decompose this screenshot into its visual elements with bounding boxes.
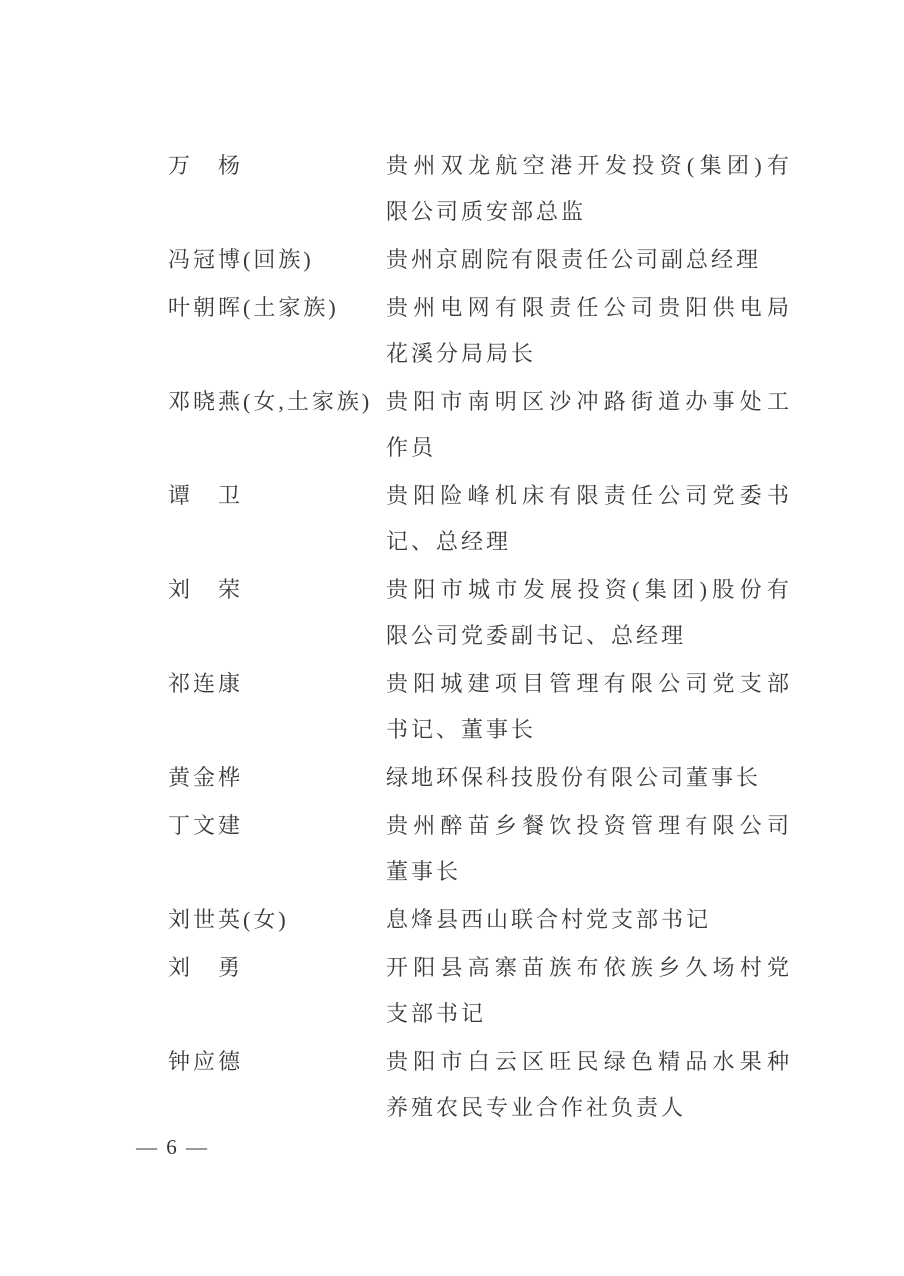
- roster-entry: [168, 755, 792, 801]
- roster-entry: [168, 567, 792, 659]
- entry-title: [386, 1039, 792, 1131]
- entry-name: 丁文建: [168, 813, 244, 838]
- title-line: 贵阳市白云区旺民绿色精品水果种: [386, 1049, 792, 1074]
- entry-name: 谭 卫: [168, 483, 244, 508]
- roster-entry: [168, 803, 792, 895]
- roster-entry: [168, 237, 792, 283]
- entry-name: 刘世英(女): [168, 907, 289, 932]
- roster-entry: [168, 897, 792, 943]
- entry-name: 刘 勇: [168, 955, 244, 980]
- roster: [168, 143, 792, 1133]
- entry-title: [386, 897, 792, 943]
- title-line: 养殖农民专业合作社负责人: [386, 1095, 687, 1120]
- entry-name: 万 杨: [168, 153, 244, 178]
- roster-entry: [168, 1039, 792, 1131]
- roster-entry: [168, 143, 792, 235]
- title-line: 限公司党委副书记、总经理: [386, 623, 687, 648]
- roster-entry: [168, 473, 792, 565]
- entry-title: [386, 379, 792, 471]
- entry-name: 祁连康: [168, 671, 244, 696]
- title-line: 书记、董事长: [386, 717, 537, 742]
- title-line: 限公司质安部总监: [386, 199, 587, 224]
- entry-name: 黄金桦: [168, 765, 244, 790]
- title-line: 贵州电网有限责任公司贵阳供电局: [386, 295, 792, 320]
- roster-entry: [168, 661, 792, 753]
- entry-title: [386, 755, 792, 801]
- entry-name: 叶朝晖(土家族): [168, 295, 339, 320]
- entry-name: 刘 荣: [168, 577, 244, 602]
- title-line: 贵阳市城市发展投资(集团)股份有: [386, 577, 792, 602]
- title-line: 贵州醉苗乡餐饮投资管理有限公司: [386, 813, 792, 838]
- title-line: 董事长: [386, 859, 462, 884]
- title-line: 贵阳市南明区沙冲路街道办事处工: [386, 389, 792, 414]
- entry-title: [386, 143, 792, 235]
- title-line: 贵州双龙航空港开发投资(集团)有: [386, 153, 792, 178]
- entry-title: [386, 803, 792, 895]
- entry-name: 邓晓燕(女,土家族): [168, 389, 373, 414]
- page-number: — 6 —: [136, 1135, 209, 1159]
- title-line: 开阳县高寨苗族布依族乡久场村党: [386, 955, 792, 980]
- entry-title: [386, 661, 792, 753]
- title-line: 息烽县西山联合村党支部书记: [386, 907, 712, 932]
- entry-title: [386, 567, 792, 659]
- roster-entry: [168, 945, 792, 1037]
- entry-title: [386, 473, 792, 565]
- title-line: 作员: [386, 435, 437, 460]
- title-line: 记、总经理: [386, 529, 512, 554]
- title-line: 贵州京剧院有限责任公司副总经理: [386, 247, 762, 272]
- entry-title: [386, 945, 792, 1037]
- title-line: 贵阳险峰机床有限责任公司党委书: [386, 483, 792, 508]
- roster-entry: [168, 285, 792, 377]
- title-line: 贵阳城建项目管理有限公司党支部: [386, 671, 792, 696]
- entry-name: 钟应德: [168, 1049, 244, 1074]
- entry-name: 冯冠博(回族): [168, 247, 314, 272]
- title-line: 花溪分局局长: [386, 341, 537, 366]
- roster-entry: [168, 379, 792, 471]
- entry-title: [386, 285, 792, 377]
- title-line: 绿地环保科技股份有限公司董事长: [386, 765, 762, 790]
- title-line: 支部书记: [386, 1001, 487, 1026]
- entry-title: [386, 237, 792, 283]
